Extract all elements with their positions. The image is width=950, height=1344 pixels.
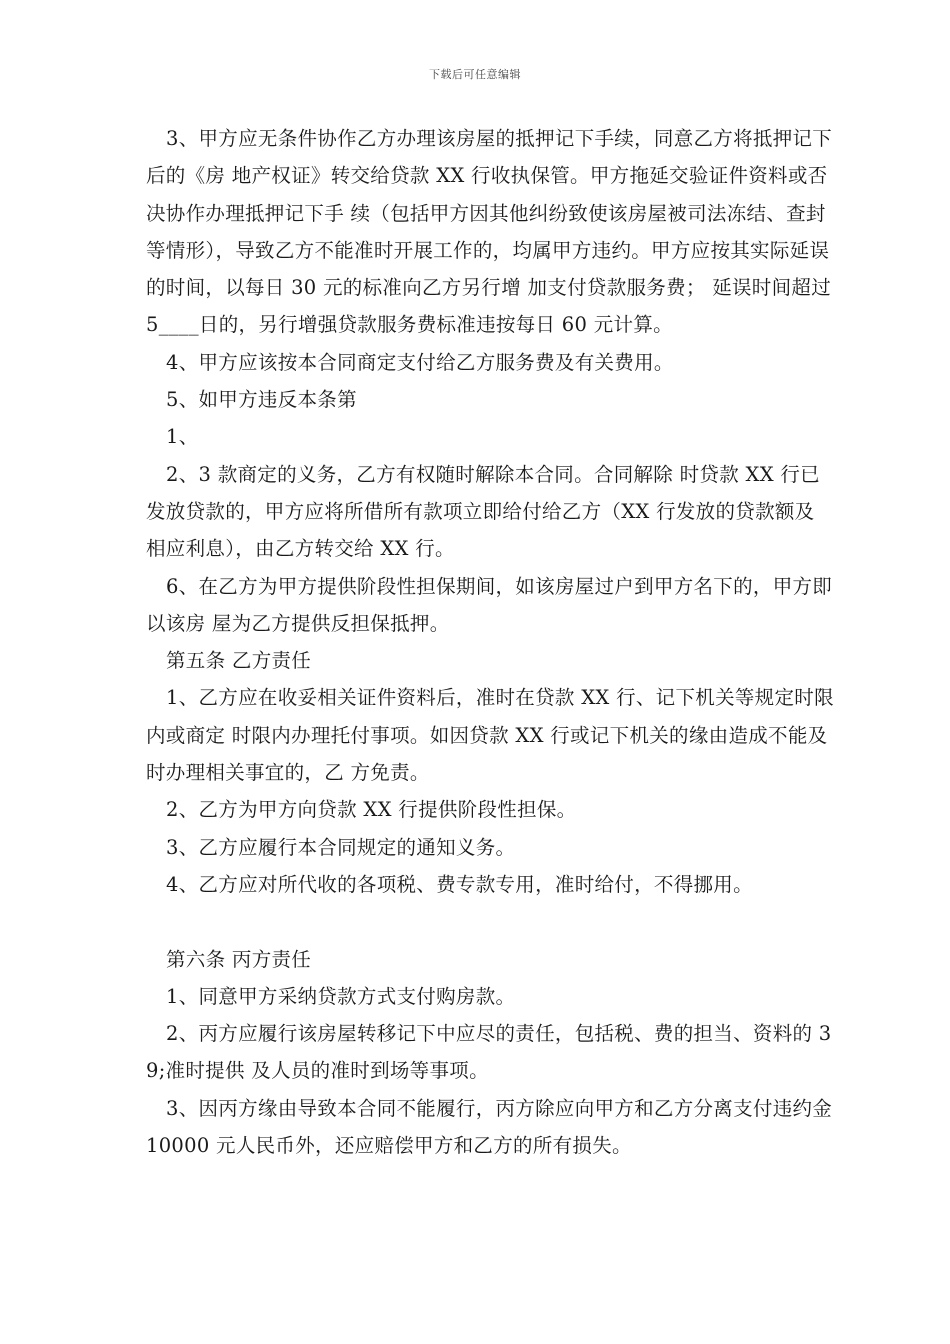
section-heading-article-5: 第五条 乙方责任 (166, 649, 312, 673)
paragraph-clause-5-3: 3、乙方应履行本合同规定的通知义务。 (166, 835, 516, 859)
paragraph-clause-5-2: 2、乙方为甲方向贷款 XX 行提供阶段性担保。 (166, 798, 577, 822)
paragraph-clause-4-3: 3、甲方应无条件协作乙方办理该房屋的抵押记下手续，同意乙方将抵押记下后的《房 地产权证》转交给贷款 XX 行收执保管。甲方拖延交验证件资料或否决协作办理抵押记下手 续（包括甲方因其他纠纷致使该房屋被司法冻结、查封等情形），导致乙方不能准时开展工作的，均属甲方违约。甲方应按其实际延误的时间，以每日 30 元的标准向乙方另行增 加支付贷款服务费； 延误时间超过 5____日的，另行增强贷款服务费标准违按每日 60 元计算。 (146, 127, 838, 337)
paragraph-clause-4-5: 5、如甲方违反本条第 (166, 388, 357, 412)
header-note: 下载后可任意编辑 (429, 68, 521, 81)
paragraph-clause-5-1: 1、乙方应在收妥相关证件资料后，准时在贷款 XX 行、记下机关等规定时限内或商定 时限内办理托付事项。如因贷款 XX 行或记下机关的缘由造成不能及时办理相关事宜的，乙 方免责。 (146, 686, 834, 785)
paragraph-clause-6-2: 2、丙方应履行该房屋转移记下中应尽的责任，包括税、费的担当、资料的 39;准时提供 及人员的准时到场等事项。 (146, 1022, 832, 1083)
paragraph-clause-4-4: 4、甲方应该按本合同商定支付给乙方服务费及有关费用。 (166, 350, 674, 374)
paragraph-clause-5-4: 4、乙方应对所代收的各项税、费专款专用，准时给付，不得挪用。 (166, 872, 753, 896)
paragraph-item-1: 1、 (166, 425, 199, 449)
paragraph-clause-6-3: 3、因丙方缘由导致本合同不能履行，丙方除应向甲方和乙方分离支付违约金 10000 元人民币外，还应赔偿甲方和乙方的所有损失。 (146, 1096, 839, 1158)
blank-line (146, 903, 836, 940)
paragraph-item-2: 2、3 款商定的义务，乙方有权随时解除本合同。合同解除 时贷款 XX 行已发放贷款的，甲方应将所借所有款项立即给付给乙方（XX 行发放的贷款额及 相应利息），由乙方转交给 XX 行。 (146, 462, 821, 561)
paragraph-clause-6-1: 1、同意甲方采纳贷款方式支付购房款。 (166, 984, 516, 1008)
section-heading-article-6: 第六条 丙方责任 (166, 947, 312, 971)
paragraph-clause-4-6: 6、在乙方为甲方提供阶段性担保期间，如该房屋过户到甲方名下的，甲方即以该房 屋为乙方提供反担保抵押。 (146, 574, 833, 635)
document-body (146, 120, 839, 1164)
